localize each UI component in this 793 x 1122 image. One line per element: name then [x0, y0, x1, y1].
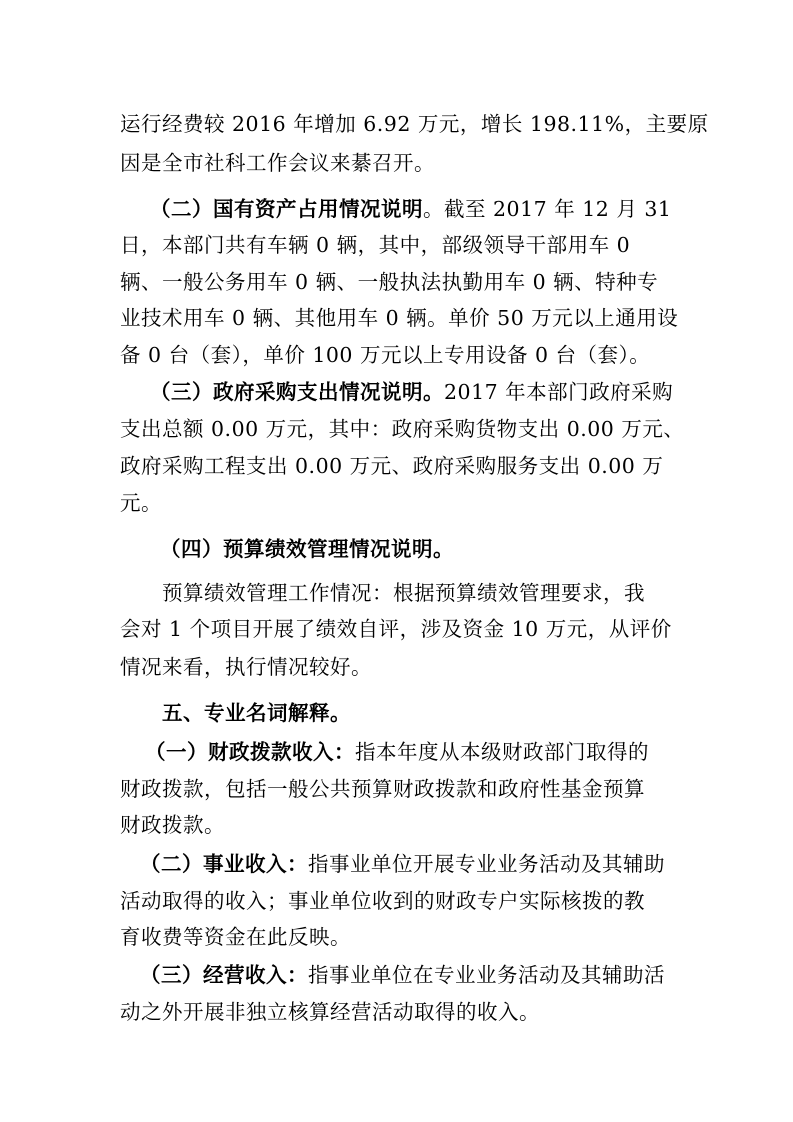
paragraph-text: 2017 年本部门政府采购 [444, 380, 674, 404]
paragraph-line: 活动取得的收入；事业单位收到的财政专户实际核拨的教 [120, 889, 645, 913]
paragraph-line: 情况来看，执行情况较好。 [120, 655, 372, 679]
section-heading: （二）国有资产占用情况说明 [150, 197, 423, 221]
paragraph-line: 支出总额 0.00 万元，其中：政府采购货物支出 0.00 万元、 [120, 417, 685, 441]
paragraph-line: 辆、一般公务用车 0 辆、一般执法执勤用车 0 辆、特种专 [120, 270, 659, 294]
paragraph-line: 备 0 台（套），单价 100 万元以上专用设备 0 台（套）。 [120, 343, 651, 367]
term-heading: （一）财政拨款收入： [145, 740, 355, 764]
paragraph-line: 预算绩效管理工作情况：根据预算绩效管理要求，我 [162, 581, 645, 605]
section-heading: （四）预算绩效管理情况说明。 [160, 537, 454, 561]
paragraph-line: 业技术用车 0 辆、其他用车 0 辆。单价 50 万元以上通用设 [120, 306, 679, 330]
paragraph-line: 日，本部门共有车辆 0 辆，其中，部级领导干部用车 0 [120, 233, 631, 257]
paragraph-text: 指事业单位开展专业业务活动及其辅助 [308, 852, 665, 876]
section-heading: 五、专业名词解释。 [162, 701, 351, 725]
paragraph-line: 会对 1 个项目开展了绩效自评，涉及资金 10 万元，从评价 [120, 617, 672, 641]
paragraph-text: 。截至 2017 年 12 月 31 [423, 197, 672, 221]
paragraph-line: 运行经费较 2016 年增加 6.92 万元，增长 198.11%，主要原 [120, 112, 709, 136]
paragraph-line [140, 958, 665, 988]
paragraph-line: 因是全市社科工作会议来綦召开。 [120, 151, 435, 175]
paragraph-line [145, 735, 649, 765]
paragraph-text: 指本年度从本级财政部门取得的 [355, 740, 649, 764]
paragraph-line: 元。 [120, 491, 162, 515]
paragraph-line: 财政拨款，包括一般公共预算财政拨款和政府性基金预算 [120, 777, 645, 801]
term-heading: （三）经营收入： [140, 963, 308, 987]
paragraph-line [150, 192, 671, 222]
paragraph-line: 育收费等资金在此反映。 [120, 925, 351, 949]
paragraph-line: 政府采购工程支出 0.00 万元、政府采购服务支出 0.00 万 [120, 454, 664, 478]
paragraph-text: 指事业单位在专业业务活动及其辅助活 [308, 963, 665, 987]
paragraph-line [150, 375, 673, 405]
paragraph-line [140, 847, 665, 877]
term-heading: （二）事业收入： [140, 852, 308, 876]
section-heading: （三）政府采购支出情况说明。 [150, 380, 444, 404]
paragraph-line: 财政拨款。 [120, 813, 225, 837]
paragraph-line: 动之外开展非独立核算经营活动取得的收入。 [120, 1000, 540, 1024]
